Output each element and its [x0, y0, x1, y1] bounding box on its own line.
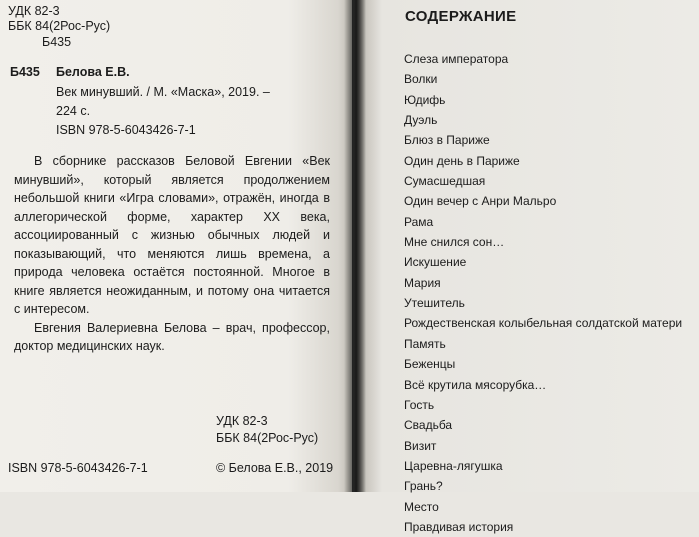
toc-item: Гость — [404, 397, 435, 412]
toc-item: Рама — [404, 214, 434, 229]
toc-item: Сумасшедшая — [404, 174, 486, 189]
isbn-top: ISBN 978-5-6043426-7-1 — [56, 123, 196, 137]
toc-item: Всё крутила мясорубка… — [404, 377, 547, 392]
toc-item: Рождественская колыбельная солдатской матери — [404, 316, 683, 331]
toc-item: Визит — [404, 438, 437, 453]
toc-item: Искушение — [404, 255, 467, 270]
toc-heading: СОДЕРЖАНИЕ — [405, 8, 517, 25]
author-sign: Б435 — [10, 65, 40, 79]
toc-item: Слеза императора — [404, 52, 509, 66]
udk-code-bottom: УДК 82-3 — [216, 414, 268, 428]
toc-item: Память — [404, 336, 446, 351]
toc-item: Мне снился сон… — [404, 235, 505, 250]
table-of-contents — [404, 49, 682, 537]
book-spine-shadow — [344, 0, 366, 492]
toc-item: Утешитель — [404, 296, 465, 311]
author-sign-top: Б435 — [42, 35, 72, 49]
toc-item: Мария — [404, 275, 441, 290]
author-name: Белова Е.В. — [56, 65, 130, 79]
left-page — [0, 0, 352, 492]
isbn-bottom: ISBN 978-5-6043426-7-1 — [8, 461, 148, 475]
bbk-code-top: ББК 84(2Рос-Рус) — [8, 19, 111, 33]
toc-item: Беженцы — [404, 357, 456, 372]
toc-item: Грань? — [404, 479, 443, 494]
toc-item: Волки — [404, 72, 438, 87]
toc-item: Правдивая история — [404, 519, 514, 534]
copyright: © Белова Е.В., 2019 — [216, 461, 334, 475]
annotation-paragraph: В сборнике рассказов Беловой Евгении «Век минувший», который является продолжением небольшой книги «Игра словами», отражён, иногда в аллегорической форме, характер XX века, ассоциированный с жизнью обычных людей и показывающий, что меняются лишь времена, а природа человека остаётся постоянной. Многое в книге является неожиданным, и потому она читается с интересом. — [14, 154, 330, 316]
page-count: 224 с. — [56, 104, 91, 118]
bbk-code-bottom: ББК 84(2Рос-Рус) — [216, 431, 319, 445]
toc-item: Один вечер с Анри Мальро — [404, 194, 557, 209]
annotation-paragraph: Евгения Валериевна Белова – врач, профессор, доктор медицинских наук. — [14, 320, 330, 353]
toc-item: Дуэль — [404, 113, 438, 128]
annotation — [14, 152, 330, 356]
title-line: Век минувший. / М. «Маска», 2019. – — [56, 85, 270, 99]
toc-item: Свадьба — [404, 418, 453, 433]
toc-item: Царевна-лягушка — [404, 458, 503, 473]
udk-code-top: УДК 82-3 — [8, 4, 60, 18]
toc-item: Один день в Париже — [404, 153, 520, 168]
toc-item: Место — [404, 499, 439, 514]
toc-item: Юдифь — [404, 92, 446, 107]
toc-item: Блюз в Париже — [404, 133, 490, 148]
